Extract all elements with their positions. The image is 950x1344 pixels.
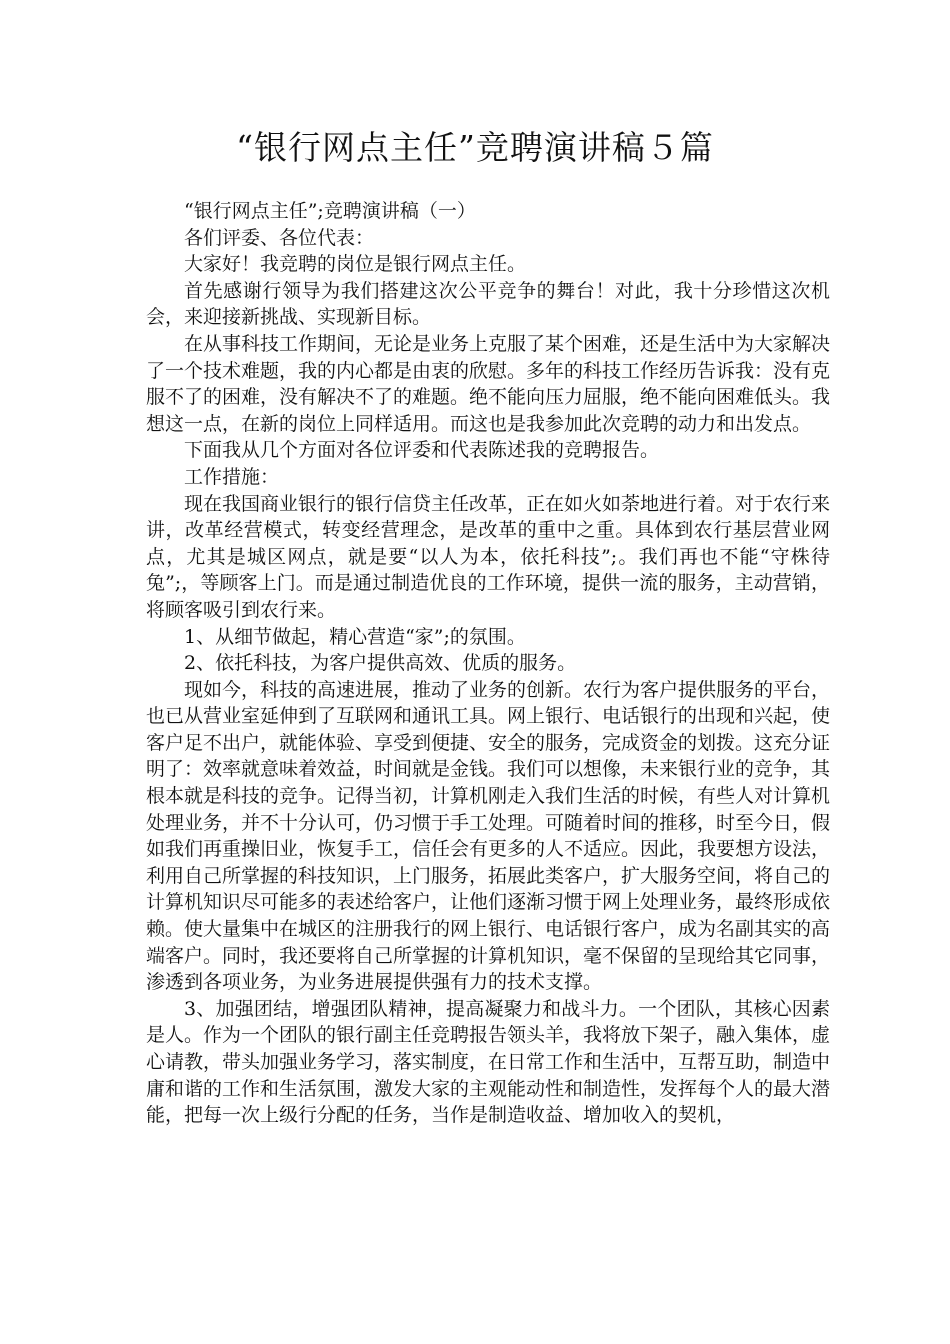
paragraph-intro: 下面我从几个方面对各位评委和代表陈述我的竞聘报告。	[184, 439, 660, 462]
paragraph-subtitle: “银行网点主任”;竞聘演讲稿（一）	[184, 200, 476, 222]
document-title: “银行网点主任”竞聘演讲稿５篇	[236, 128, 714, 167]
paragraph-technology: 现如今，科技的高速进展，推动了业务的创新。农行为客户提供服务的平台，也已从营业室延伸到了互联网和通讯工具。网上银行、电话银行的出现和兴起，使客户足不出户，就能体验、享受到便捷、安全的服务，完成资金的划拨。这充分证明了：效率就意味着效益，时间就是金钱。我们可以想像，未来银行业的竞争，其根本就是科技的竞争。记得当初，计算机刚走入我们生活的时候，有些人对计算机处理业务，并不十分认可，仍习惯于手工处理。可随着时间的推移，时至今日，假如我们再重操旧业，恢复手工，信任会有更多的人不适应。因此，我要想方设法，利用自己所掌握的科技知识，上门服务，拓展此类客户，扩大服务空间，将自己的计算机知识尽可能多的表述给客户，让他们逐渐习惯于网上处理业务，最终形成依赖。使大量集中在城区的注册我行的网上银行、电话银行客户，成为名副其实的高端客户。同时，我还要将自己所掌握的计算机知识，毫不保留的呈现给其它同事，渗透到各项业务，为业务进展提供强有力的技术支撑。	[146, 678, 831, 994]
paragraph-salutation: 各们评委、各位代表：	[184, 226, 375, 249]
document-body	[146, 198, 830, 1129]
paragraph-reform: 现在我国商业银行的银行信贷主任改革，正在如火如荼地进行着。对于农行来讲，改革经营模式，转变经营理念，是改革的重中之重。具体到农行基层营业网点，尤其是城区网点，就是要“以人为本，依托科技”;。我们再也不能“守株待兔”;，等顾客上门。而是通过制造优良的工作环境，提供一流的服务，主动营销，将顾客吸引到农行来。	[146, 492, 831, 621]
paragraph-experience: 在从事科技工作期间，无论是业务上克服了某个困难，还是生活中为大家解决了一个技术难题，我的内心都是由衷的欣慰。多年的科技工作经历告诉我：没有克服不了的困难，没有解决不了的难题。绝不能向压力屈服，绝不能向困难低头。我想这一点，在新的岗位上同样适用。而这也是我参加此次竞聘的动力和出发点。	[146, 332, 831, 435]
paragraph-thanks: 首先感谢行领导为我们搭建这次公平竞争的舞台！对此，我十分珍惜这次机会，来迎接新挑战、实现新目标。	[146, 279, 830, 329]
paragraph-measures-heading: 工作措施：	[184, 465, 280, 488]
paragraph-greeting: 大家好！我竞聘的岗位是银行网点主任。	[184, 253, 527, 276]
paragraph-item-2: 2、依托科技，为客户提供高效、优质的服务。	[184, 652, 577, 675]
paragraph-item-3: 3、加强团结，增强团队精神，提高凝聚力和战斗力。一个团队，其核心因素是人。作为一个团队的银行副主任竞聘报告领头羊，我将放下架子，融入集体，虚心请教，带头加强业务学习，落实制度，在日常工作和生活中，互帮互助，制造中庸和谐的工作和生活氛围，激发大家的主观能动性和制造性，发挥每个人的最大潜能，把每一次上级行分配的任务，当作是制造收益、增加收入的契机，	[146, 997, 831, 1127]
paragraph-item-1: 1、从细节做起，精心营造“家”;的氛围。	[184, 625, 526, 648]
